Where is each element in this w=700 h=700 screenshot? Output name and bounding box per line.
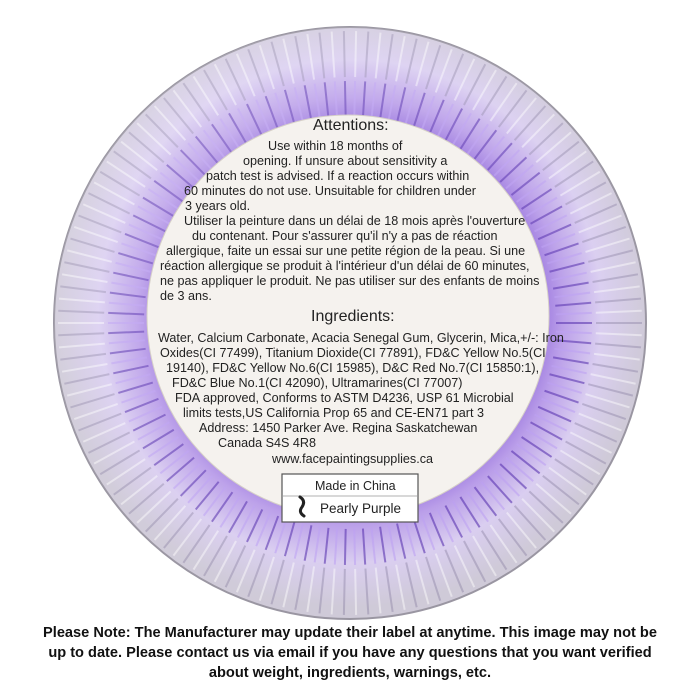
attention-line: de 3 ans. [160, 289, 212, 303]
ingredient-line: FD&C Blue No.1(CI 42090), Ultramarines(CI 77007) [172, 376, 463, 390]
ingredient-line: 19140), FD&C Yellow No.6(CI 15985), D&C Red No.7(CI 15850:1), [166, 361, 540, 375]
website-line: www.facepaintingsupplies.ca [272, 452, 434, 466]
color-name-label: Pearly Purple [320, 501, 402, 516]
attention-line: du contenant. Pour s'assurer qu'il n'y a pas de réaction [192, 229, 498, 243]
attention-line: Use within 18 months of [268, 139, 403, 153]
attention-line: ne pas appliquer le produit. Ne pas utiliser sur des enfants de moins [160, 274, 540, 288]
attentions-title: Attentions: [313, 117, 389, 134]
attention-line: 60 minutes do not use. Unsuitable for children under [184, 184, 476, 198]
ingredients-title: Ingredients: [311, 308, 395, 325]
ingredient-line: Address: 1450 Parker Ave. Regina Saskatchewan [199, 421, 478, 435]
ingredient-line: Water, Calcium Carbonate, Acacia Senegal Gum, Glycerin, Mica,+/-: Iron [158, 331, 564, 345]
attention-line: Utiliser la peinture dans un délai de 18 mois après l'ouverture [184, 214, 526, 228]
attention-line: opening. If unsure about sensitivity a [243, 154, 448, 168]
attention-line: réaction allergique se produit à l'intérieur d'un délai de 60 minutes, [160, 259, 530, 273]
note-line: up to date. Please contact us via email if you have any questions that you want verified [48, 645, 652, 661]
attention-line: allergique, faite un essai sur une petite région de la peau. Si une [166, 244, 526, 258]
ingredient-line: Oxides(CI 77499), Titanium Dioxide(CI 77891), FD&C Yellow No.5(CI [160, 346, 546, 360]
ingredient-line: limits tests,US California Prop 65 and CE-EN71 part 3 [183, 406, 484, 420]
ingredient-line: FDA approved, Conforms to ASTM D4236, USP 61 Microbial [175, 391, 514, 405]
attention-line: 3 years old. [185, 199, 251, 213]
note-line: Please Note: The Manufacturer may update their label at anytime. This image may not be [43, 625, 657, 641]
attention-line: patch test is advised. If a reaction occurs within [206, 169, 470, 183]
note-line: about weight, ingredients, warnings, etc. [208, 665, 492, 681]
ingredient-line: Canada S4S 4R8 [218, 436, 317, 450]
made-in-label: Made in China [315, 479, 396, 493]
